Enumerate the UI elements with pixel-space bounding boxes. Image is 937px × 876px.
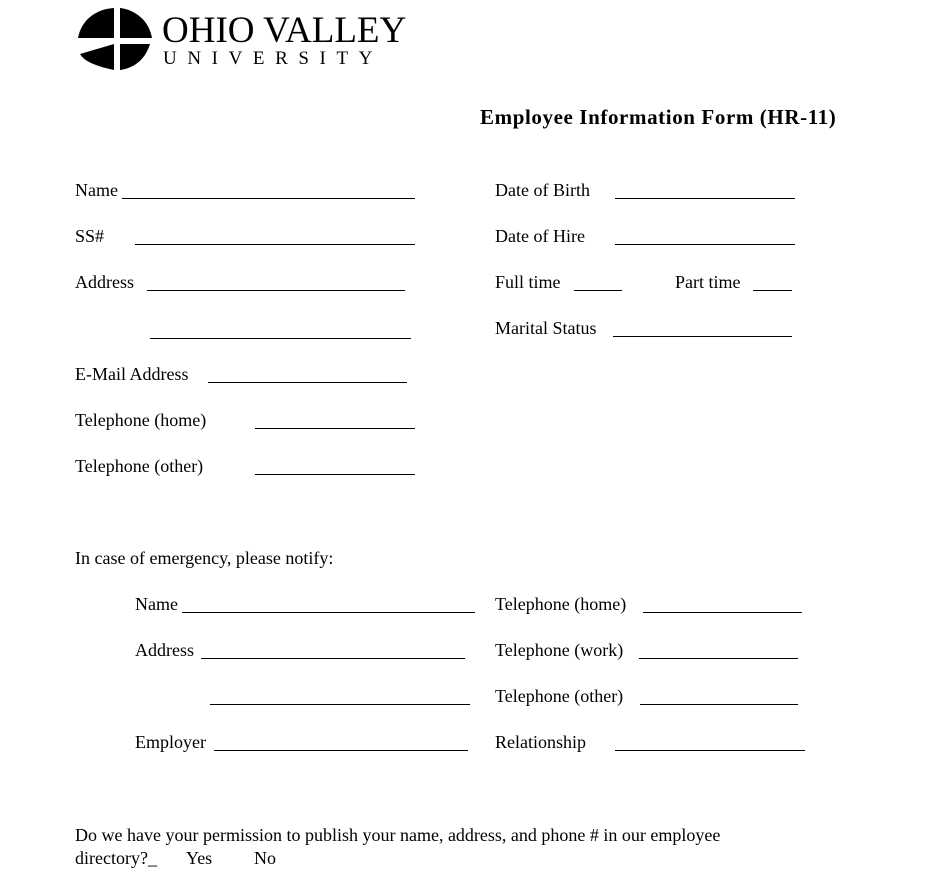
- full-time-label: Full time: [495, 272, 561, 292]
- date-of-hire-field-line[interactable]: [615, 244, 795, 245]
- emergency-relationship-label: Relationship: [495, 732, 586, 752]
- date-of-birth-field-line[interactable]: [615, 198, 795, 199]
- date-of-birth-label: Date of Birth: [495, 180, 590, 200]
- emergency-heading: In case of emergency, please notify:: [75, 548, 334, 568]
- address-label: Address: [75, 272, 134, 292]
- telephone-other-label: Telephone (other): [75, 456, 204, 476]
- emergency-address-field-line-1[interactable]: [201, 658, 465, 659]
- emergency-employer-field-line[interactable]: [214, 750, 468, 751]
- university-logo-icon: [78, 8, 152, 70]
- logo-subtitle: UNIVERSITY: [163, 48, 383, 69]
- telephone-home-field-line[interactable]: [255, 428, 415, 429]
- emergency-employer-label: Employer: [135, 732, 206, 752]
- marital-status-field-line[interactable]: [613, 336, 792, 337]
- ssn-label: SS#: [75, 226, 105, 246]
- full-time-field-line[interactable]: [574, 290, 622, 291]
- emergency-address-label: Address: [135, 640, 194, 660]
- emergency-telephone-home-label: Telephone (home): [495, 594, 627, 614]
- telephone-other-field-line[interactable]: [255, 474, 415, 475]
- ssn-field-line[interactable]: [135, 244, 415, 245]
- name-label: Name: [75, 180, 118, 200]
- emergency-telephone-work-label: Telephone (work): [495, 640, 624, 660]
- marital-status-label: Marital Status: [495, 318, 597, 338]
- name-field-line[interactable]: [122, 198, 415, 199]
- permission-question-line-1: Do we have your permission to publish your name, address, and phone # in our employee: [75, 825, 721, 845]
- permission-question-line-2: directory?_: [75, 848, 157, 868]
- email-label: E-Mail Address: [75, 364, 189, 384]
- address-field-line-1[interactable]: [147, 290, 405, 291]
- emergency-address-field-line-2[interactable]: [210, 704, 470, 705]
- emergency-name-label: Name: [135, 594, 178, 614]
- telephone-home-label: Telephone (home): [75, 410, 207, 430]
- permission-no-option[interactable]: No: [254, 848, 276, 868]
- permission-yes-option[interactable]: Yes: [186, 848, 213, 868]
- part-time-label: Part time: [675, 272, 741, 292]
- logo-wordmark: OHIO VALLEY: [162, 10, 407, 51]
- emergency-telephone-work-field-line[interactable]: [639, 658, 798, 659]
- emergency-telephone-home-field-line[interactable]: [643, 612, 802, 613]
- date-of-hire-label: Date of Hire: [495, 226, 585, 246]
- emergency-telephone-other-label: Telephone (other): [495, 686, 624, 706]
- emergency-telephone-other-field-line[interactable]: [640, 704, 798, 705]
- emergency-name-field-line[interactable]: [182, 612, 475, 613]
- address-field-line-2[interactable]: [150, 338, 411, 339]
- email-field-line[interactable]: [208, 382, 407, 383]
- part-time-field-line[interactable]: [753, 290, 792, 291]
- form-title: Employee Information Form (HR-11): [480, 105, 837, 129]
- emergency-relationship-field-line[interactable]: [615, 750, 805, 751]
